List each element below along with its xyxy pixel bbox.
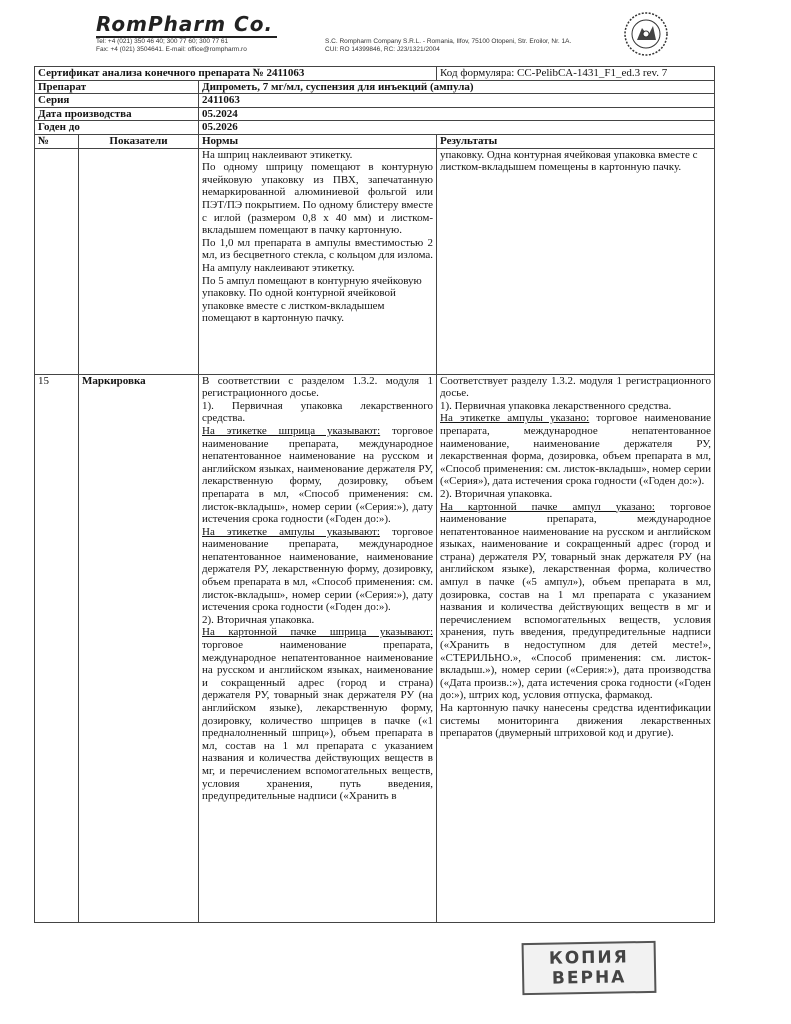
norm-secondary-packaging: 2). Вторичная упаковка. [202, 613, 315, 626]
info-label: Годен до [35, 121, 199, 135]
result-ampoule-label-text: торговое наименование препарата, международное непатентованное наименование, наименование держателя РУ, лекарственная форма, дозировка, объем препарата в мл, «Способ применения: см. листок-вкладыш», номер серии («Серия»), дата истечения срока годности («Годен до:»). [440, 412, 712, 488]
contacts-fax-email: Fax: +4 (021) 3504641. E-mail: office@rompharm.ro [96, 46, 247, 53]
norms-cell [199, 148, 437, 374]
info-row [35, 80, 715, 94]
norm-paragraph: По одному шприцу помещают в контурную ячейковую упаковку из ПВХ, запечатанную немаркированной алюминиевой фольгой или ПЭТ/ПЭ покрытием. По одному блистеру вместе с иглой (размером 0,8 х 40 мм) и листком-вкладышем помещают в пачку картонную. [202, 161, 434, 237]
norm-primary-packaging: 1). Первичная упаковка лекарственного средства. [202, 399, 434, 425]
info-value: 05.2026 [199, 121, 715, 135]
norm-ampoule-label-text: торговое наименование препарата, международное непатентованное наименование, наименование держателя РУ, лекарственную форму, дозировку, объем препарата в мл, «Способ применения: см. листок-вкладыш», номер серии («Серия:»), дату истечения срока годности («Годен до:»). [202, 525, 434, 614]
result-ampoule-box-heading: На картонной пачке ампул указано: [440, 500, 655, 513]
norm-paragraph: По 5 ампул помещают в контурную ячейковую упаковку. По одной контурной ячейковой упаковке вместе с листком-вкладышем помещают в картонную пачку. [202, 274, 422, 325]
company-registration-line: CUI: RO 14399846, RC: J23/1321/2004 [325, 46, 440, 53]
letterhead [70, 8, 770, 60]
results-cell: упаковку. Одна контурная ячейковая упаковка вместе с листком-вкладышем помещены в картонную пачку. [437, 148, 715, 374]
norm-syringe-label-text: торговое наименование препарата, международное непатентованное наименование на русском и английском языках, наименование держателя РУ, лекарственную форму, дозировку, объем препарата в мл, «Способ применения: см. листок-вкладыш», номер серии («Серия:»), дату истечения срока годности («Годен до:»). [202, 424, 434, 526]
column-header-parameter: Показатели [79, 134, 199, 148]
certificate-table [34, 66, 715, 923]
certification-seal-icon [622, 10, 670, 58]
norms-cell [199, 374, 437, 922]
row-parameter-cell [79, 148, 199, 374]
info-value: Дипрометь, 7 мг/мл, суспензия для инъекций (ампула) [199, 80, 715, 94]
column-header-row [35, 134, 715, 148]
norm-paragraph: На шприц наклеивают этикетку. [202, 148, 353, 161]
result-ampoule-label-heading: На этикетке ампулы указано: [440, 412, 590, 425]
result-ampoule-box-text: торговое наименование препарата, международное непатентованное наименование на русском и английском языках, наименование и сокращенный адрес (город и страна) держателя РУ, товарный знак держателя РУ (на английском языке), лекарственная форма, количество ампул в пачке («5 ампул»), объем препарата в мл, дозировка, состав на 1 мл препарата с указанием названия и количества действующих веществ в мг и перечислением вспомогательных веществ, условия хранения, путь введения, предупредительные надписи («Хранить в недоступном для детей месте!», «СТЕРИЛЬНО.», «Способ применения: см. листок-вкладыш.»), номер серии («Серия:»), дата производства («Дата произв.:»), дата истечения срока годности («Годен до:»), штрих код, условия отпуска, фармакод. [440, 500, 712, 702]
norm-syringe-box-heading: На картонной пачке шприца указывают: [202, 626, 434, 639]
result-secondary-packaging: 2). Вторичная упаковка. [440, 487, 553, 500]
certificate-title: Сертификат анализа конечного препарата № 2411063 [35, 67, 437, 81]
norm-syringe-label [202, 425, 433, 526]
info-row [35, 94, 715, 108]
stamp-line1: КОПИЯ [548, 947, 629, 969]
norm-paragraph: По 1,0 мл препарата в ампулы вместимостью 2 мл, из бесцветного стекла, с кольцом для излома. На ампулу наклеивают этикетку. [202, 236, 434, 274]
row-parameter: Маркировка [79, 374, 199, 922]
column-header-number: № [35, 134, 79, 148]
norm-syringe-box [202, 626, 433, 802]
info-row [35, 121, 715, 135]
norm-ampoule-label-heading: На этикетке ампулы указывают: [202, 525, 380, 538]
copy-certified-stamp [522, 941, 657, 995]
info-row [35, 107, 715, 121]
result-primary-packaging: 1). Первичная упаковка лекарственного средства. [440, 399, 672, 412]
norm-ampoule-label [202, 526, 433, 614]
row-number: 15 [35, 374, 79, 922]
column-header-results: Результаты [437, 134, 715, 148]
certificate-title-row [35, 67, 715, 81]
company-logo: RomPharm Co. [96, 12, 277, 38]
info-label: Препарат [35, 80, 199, 94]
norm-syringe-box-text: торговое наименование препарата, международное непатентованное наименование на русском и английском языках, наименование и сокращенный адрес (город и страна) держателя РУ, товарный знак держателя РУ (на английском языке), лекарственную форму, дозировку, количество шприцев в пачке («1 предналолненный шприц»), объем препарата в мл, состав на 1 мл препарата с указанием названия и количества действующих веществ в мг, и перечислением вспомогательных веществ, условия хранения, путь введения, предупредительные надписи («Хранить в [202, 639, 434, 803]
table-row-packaging-continued [35, 148, 715, 374]
norm-syringe-label-heading: На этикетке шприца указывают: [202, 424, 381, 437]
contacts-phone: Tel: +4 (021) 350 46 40; 300 77 60; 300 77 61 [96, 38, 229, 45]
company-address [325, 38, 571, 54]
info-label: Серия [35, 94, 199, 108]
result-ampoule-box [440, 501, 711, 703]
result-ampoule-label [440, 412, 711, 488]
info-label: Дата производства [35, 107, 199, 121]
column-header-norms: Нормы [199, 134, 437, 148]
table-row-labeling [35, 374, 715, 922]
company-address-line: S.C. Rompharm Company S.R.L. - Romania, Ilfov, 75100 Otopeni, Str. Eroilor, Nr. 1A. [325, 38, 572, 45]
result-intro: Соответствует разделу 1.3.2. модуля 1 регистрационного досье. [440, 374, 712, 400]
company-contacts [96, 38, 247, 54]
result-monitoring: На картонную пачку нанесены средства идентификации системы мониторинга движения лекарственных препаратов (двумерный штриховой код и другие). [440, 702, 712, 740]
row-number-cell [35, 148, 79, 374]
info-value: 2411063 [199, 94, 715, 108]
formula-code: Код формуляра: CC-PelibCA-1431_F1_ed.3 rev. 7 [437, 67, 715, 81]
stamp-line2: ВЕРНА [551, 967, 627, 989]
info-value: 05.2024 [199, 107, 715, 121]
norm-intro: В соответствии с разделом 1.3.2. модуля 1 регистрационного досье. [202, 374, 434, 400]
results-cell [437, 374, 715, 922]
